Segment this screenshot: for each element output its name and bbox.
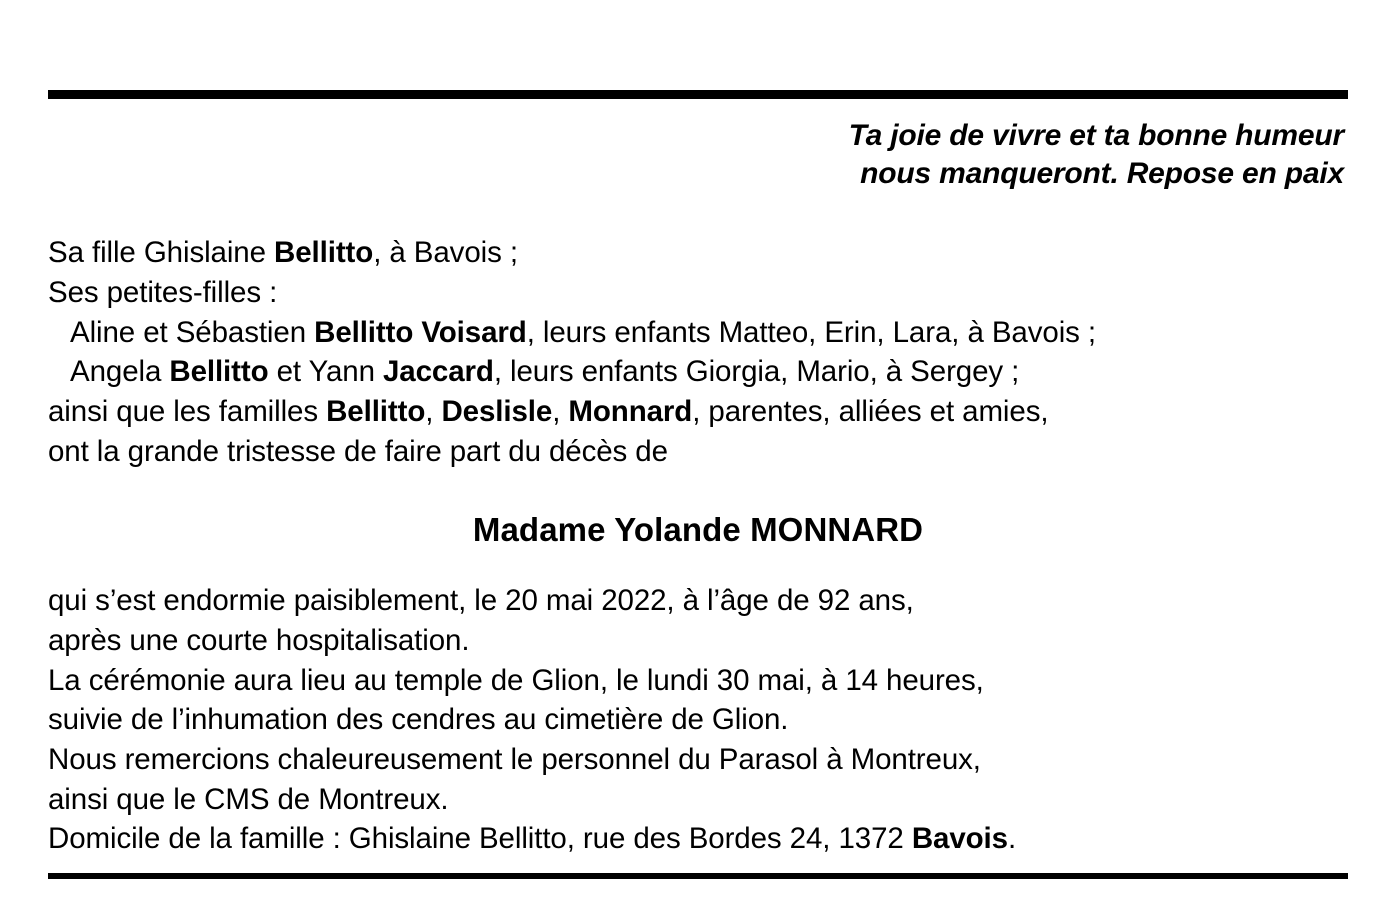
emphasis-text: Bellitto: [274, 236, 374, 270]
plain-text: , leurs enfants Giorgia, Mario, à Sergey ;: [493, 355, 1020, 389]
service-details-block: [48, 559, 1348, 867]
emphasis-text: Monnard: [568, 394, 693, 428]
text-line: [48, 700, 1348, 740]
text-line: [48, 740, 1348, 780]
text-line: [48, 233, 1348, 273]
plain-text: ainsi que le CMS de Montreux.: [48, 782, 449, 816]
emphasis-text: Deslisle: [441, 394, 553, 428]
plain-text: ont la grande tristesse de faire part du décès de: [48, 434, 668, 468]
plain-text: et Yann: [268, 355, 383, 389]
plain-text: , à Bavois ;: [373, 236, 518, 270]
emphasis-text: Bellitto: [326, 394, 426, 428]
plain-text: La cérémonie aura lieu au temple de Glion, le lundi 30 mai, à 14 heures,: [48, 663, 984, 697]
epitaph-text: [48, 99, 1348, 193]
plain-text: suivie de l’inhumation des cendres au cimetière de Glion.: [48, 703, 789, 737]
plain-text: ainsi que les familles: [48, 394, 327, 428]
plain-text: Angela: [70, 355, 170, 389]
plain-text: Ses petites-filles :: [48, 275, 278, 309]
emphasis-text: Bavois: [911, 822, 1008, 856]
text-line: [48, 313, 1348, 353]
plain-text: Aline et Sébastien: [70, 315, 315, 349]
deceased-name: Madame Yolande MONNARD: [472, 511, 924, 549]
plain-text: Nous remercions chaleureusement le personnel du Parasol à Montreux,: [48, 742, 981, 776]
plain-text: , leurs enfants Matteo, Erin, Lara, à Bavois ;: [526, 315, 1096, 349]
text-line: [48, 352, 1348, 392]
plain-text: Sa fille Ghislaine: [48, 236, 275, 270]
family-announcement-block: [48, 193, 1348, 471]
plain-text: .: [1007, 822, 1017, 856]
text-line: [48, 819, 1348, 859]
top-rule-divider: [48, 90, 1348, 99]
emphasis-text: Bellitto Voisard: [314, 315, 527, 349]
text-line: [48, 432, 1348, 472]
text-line: [48, 621, 1348, 661]
plain-text: qui s’est endormie paisiblement, le 20 mai 2022, à l’âge de 92 ans,: [48, 584, 914, 618]
emphasis-text: Jaccard: [383, 355, 494, 389]
plain-text: , parentes, alliées et amies,: [692, 394, 1049, 428]
emphasis-text: Bellitto: [169, 355, 269, 389]
epitaph-line: Ta joie de vivre et ta bonne humeur: [848, 119, 1344, 152]
text-line: [48, 392, 1348, 432]
plain-text: ,: [425, 394, 442, 428]
text-line: [48, 780, 1348, 820]
epitaph-line: nous manqueront. Repose en paix: [860, 157, 1344, 191]
text-line: [48, 581, 1348, 621]
death-notice: [48, 90, 1348, 879]
text-line: [48, 661, 1348, 701]
bottom-rule-divider: [48, 873, 1348, 879]
text-line: [48, 273, 1348, 313]
plain-text: ,: [552, 394, 569, 428]
plain-text: après une courte hospitalisation.: [48, 623, 470, 657]
plain-text: Domicile de la famille : Ghislaine Bellitto, rue des Bordes 24, 1372: [48, 822, 912, 856]
